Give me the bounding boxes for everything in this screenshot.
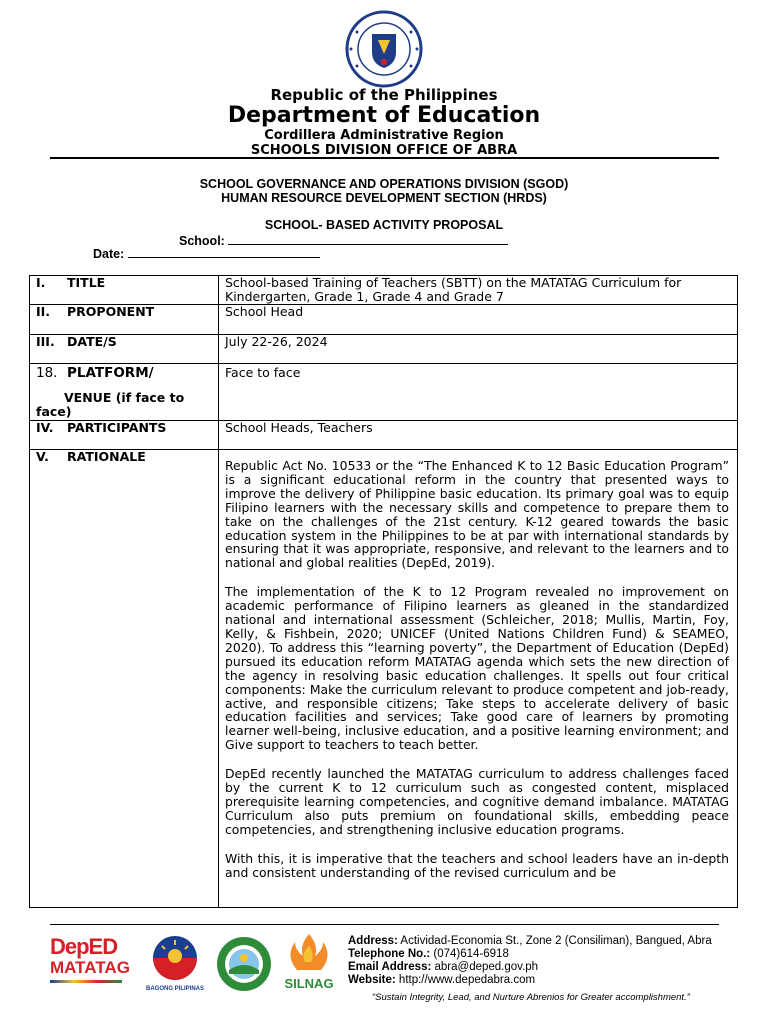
matatag-logo-text: MATATAG (50, 958, 130, 977)
silnag-logo-text: SILNAG (284, 976, 334, 991)
row-label: PARTICIPANTS (67, 420, 167, 435)
footer-divider (50, 924, 719, 925)
bagong-pilipinas-icon (144, 934, 206, 982)
proposal-table (29, 275, 738, 908)
header-divider (50, 157, 719, 159)
row-label: PROPONENT (67, 304, 155, 319)
footer-contact (348, 935, 712, 987)
row-label: TITLE (67, 275, 106, 290)
rationale-paragraph: DepEd recently launched the MATATAG curriculum to address challenges faced by the current K to 12 curriculum such as congested content, misplaced prerequisite learning competencies, and cognitive demand imbalance. MATATAG Curriculum also puts premium on foundational skills, embedding peace competencies, and strengthening inclusive education programs. (225, 766, 729, 837)
deped-matatag-logo (50, 934, 130, 996)
date-label: Date: (93, 247, 125, 261)
department-heading: Department of Education (227, 103, 541, 128)
platform-value: Face to face (219, 364, 738, 421)
title-value: School-based Training of Teachers (SBTT) on the MATATAG Curriculum for Kindergarten, Grade 1, Grade 4 and Grade 7 (219, 276, 738, 305)
division-heading: SCHOOLS DIVISION OFFICE OF ABRA (250, 143, 518, 158)
rationale-value (219, 450, 738, 908)
row-number: I. (36, 275, 46, 290)
footer-motto: “Sustain Integrity, Lead, and Nurture Abrenios for Greater accomplishment.” (372, 992, 690, 1003)
bagong-pilipinas-caption: BAGONG PILIPINAS (145, 986, 204, 992)
table-row-platform (30, 364, 738, 421)
row-number: II. (36, 304, 51, 319)
deped-logo-text: DepED (50, 934, 118, 959)
row-label-continued: VENUE (if face to face) (36, 390, 185, 419)
sgod-heading: SCHOOL GOVERNANCE AND OPERATIONS DIVISION (SGOD) (199, 177, 569, 191)
row-number: 18. (36, 365, 58, 381)
address-line: Address: Actividad-Economia St., Zone 2 (Consiliman), Bangued, Abra (348, 935, 712, 947)
deped-seal-icon (335, 10, 433, 88)
website-line: Website: http://www.depedabra.com (348, 974, 536, 986)
table-row-title (30, 276, 738, 305)
participants-value: School Heads, Teachers (219, 421, 738, 450)
school-blank (228, 233, 508, 245)
table-row-rationale (30, 450, 738, 908)
hrds-heading: HUMAN RESOURCE DEVELOPMENT SECTION (HRDS) (221, 191, 547, 205)
table-row-date (30, 335, 738, 364)
school-label: School: (179, 234, 225, 248)
flame-icon (280, 932, 338, 976)
rationale-paragraph: The implementation of the K to 12 Program revealed no improvement on academic performance of Filipino learners as gleaned in the standardized national and international assessment (Schleicher, 2018; Mullis, Martin, Foy, Kelly, & Fishbein, 2020; UNICEF (United Nations Children Fund) & SEAMEO, 2020). To address this “learning poverty”, the Department of Education (DepEd) pursued its education reform MATATAG agenda which sets the new direction of the agency in resolving basic education challenges. It spells out four critical components: Make the curriculum relevant to produce competent and job-ready, active, and responsible citizens; Take steps to accelerate delivery of basic education facilities and services; Take good care of learners by promoting learner well-being, inclusive education, and a positive learning environment; and Give support to teachers to teach better. (225, 584, 729, 753)
row-label: RATIONALE (67, 449, 146, 464)
date-field (93, 246, 320, 261)
row-label: PLATFORM/ (67, 365, 154, 381)
row-number: III. (36, 334, 55, 349)
proponent-value: School Head (219, 305, 738, 335)
row-number: IV. (36, 420, 54, 435)
document-title: SCHOOL- BASED ACTIVITY PROPOSAL (264, 218, 504, 232)
table-row-participants (30, 421, 738, 450)
table-row-proponent (30, 305, 738, 335)
division-seal-icon (216, 936, 272, 992)
silnag-logo (280, 932, 338, 994)
republic-heading: Republic of the Philippines (270, 86, 498, 104)
date-value: July 22-26, 2024 (219, 335, 738, 364)
rationale-paragraph: Republic Act No. 10533 or the “The Enhanced K to 12 Basic Education Program” is a significant educational reform in the country that presented ways to improve the delivery of Philippine basic education. Its primary goal was to equip Filipino learners with the necessary skills and competence to prepare them to take on the challenges of the 21st century. K-12 geared towards the basic education system in the Philippines to be at par with international standards by ensuring that it was appropriate, responsive, and relevant to the learners and to national and global realities (DepEd, 2019). (225, 458, 729, 571)
bagong-pilipinas-logo (144, 934, 206, 994)
email-line: Email Address: abra@deped.gov.ph (348, 961, 539, 973)
row-label: DATE/S (67, 334, 117, 349)
row-number: V. (36, 449, 49, 464)
rationale-paragraph: With this, it is imperative that the teachers and school leaders have an in-depth and consistent understanding of the revised curriculum and be (225, 850, 729, 880)
region-heading: Cordillera Administrative Region (264, 128, 504, 143)
date-blank (128, 246, 320, 258)
phone-line: Telephone No.: (074)614-6918 (348, 948, 509, 960)
